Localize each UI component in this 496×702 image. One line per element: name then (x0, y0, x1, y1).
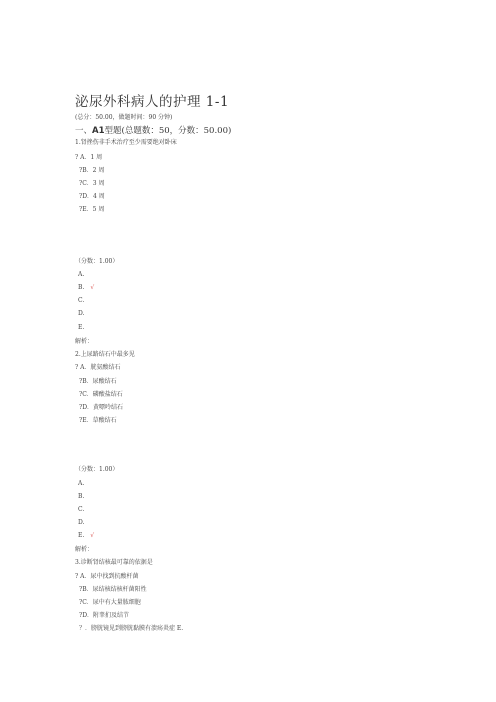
correct-check-icon: √ (90, 284, 95, 291)
correct-check-icon: √ (90, 532, 95, 539)
option-line: ?E．草酸结石 (79, 417, 117, 424)
option-line: ?B．尿结核结核杆菌阳性 (79, 586, 147, 593)
document-subtitle: (总分：50.00，做题时间：90 分钟) (75, 114, 173, 121)
answer-letter: E. (78, 532, 85, 539)
score-label: （分数：1.00） (75, 466, 119, 473)
section-heading (75, 124, 231, 136)
option-line: ?C．磷酸盐结石 (79, 391, 123, 398)
option-line: ? A．胱氨酸结石 (75, 364, 121, 371)
answer-line: A. (78, 271, 85, 278)
answer-line: C. (78, 297, 85, 304)
answer-line: E. (78, 324, 85, 331)
option-line: ?E．5 周 (79, 206, 105, 213)
answer-line: D. (78, 519, 85, 526)
option-line: ?D．黄嘌呤结石 (79, 404, 124, 411)
question-stem: 3.诊断肾结核最可靠的依据是 (75, 559, 153, 566)
answer-line (78, 532, 94, 540)
answer-line: C. (78, 506, 85, 513)
question-stem: 1.肾挫伤非手术治疗至少需要绝对卧床 (75, 139, 177, 146)
section-prefix: 一、 (75, 126, 93, 136)
answer-letter: B. (78, 284, 85, 291)
section-rest: 型题(总题数：50，分数：50.00) (104, 126, 232, 136)
analysis-label: 解析： (75, 338, 94, 345)
option-line: ? A．尿中找到抗酸杆菌 (75, 573, 139, 580)
answer-line (78, 284, 94, 292)
option-line: ?D．附睾扪及结节 (79, 612, 130, 619)
option-line: ?B．2 周 (79, 167, 105, 174)
option-line: ？．膀胱镜见到膀胱黏膜有溃疡炎症 E. (79, 625, 184, 632)
score-label: （分数：1.00） (75, 258, 119, 265)
option-line: ? A．1 周 (75, 154, 103, 161)
document-title: 泌尿外科病人的护理 1-1 (75, 94, 230, 110)
option-line: ?C．尿中有大量脓细胞 (79, 599, 141, 606)
answer-line: A. (78, 480, 85, 487)
question-stem: 2.上尿路结石中最多见 (75, 351, 135, 358)
answer-line: B. (78, 493, 85, 500)
option-line: ?D．4 周 (79, 193, 105, 200)
analysis-label: 解析： (75, 546, 94, 553)
option-line: ?B．尿酸结石 (79, 378, 117, 385)
option-line: ?C．3 周 (79, 180, 105, 187)
answer-line: D. (78, 310, 85, 317)
section-type: A1 (92, 126, 105, 136)
